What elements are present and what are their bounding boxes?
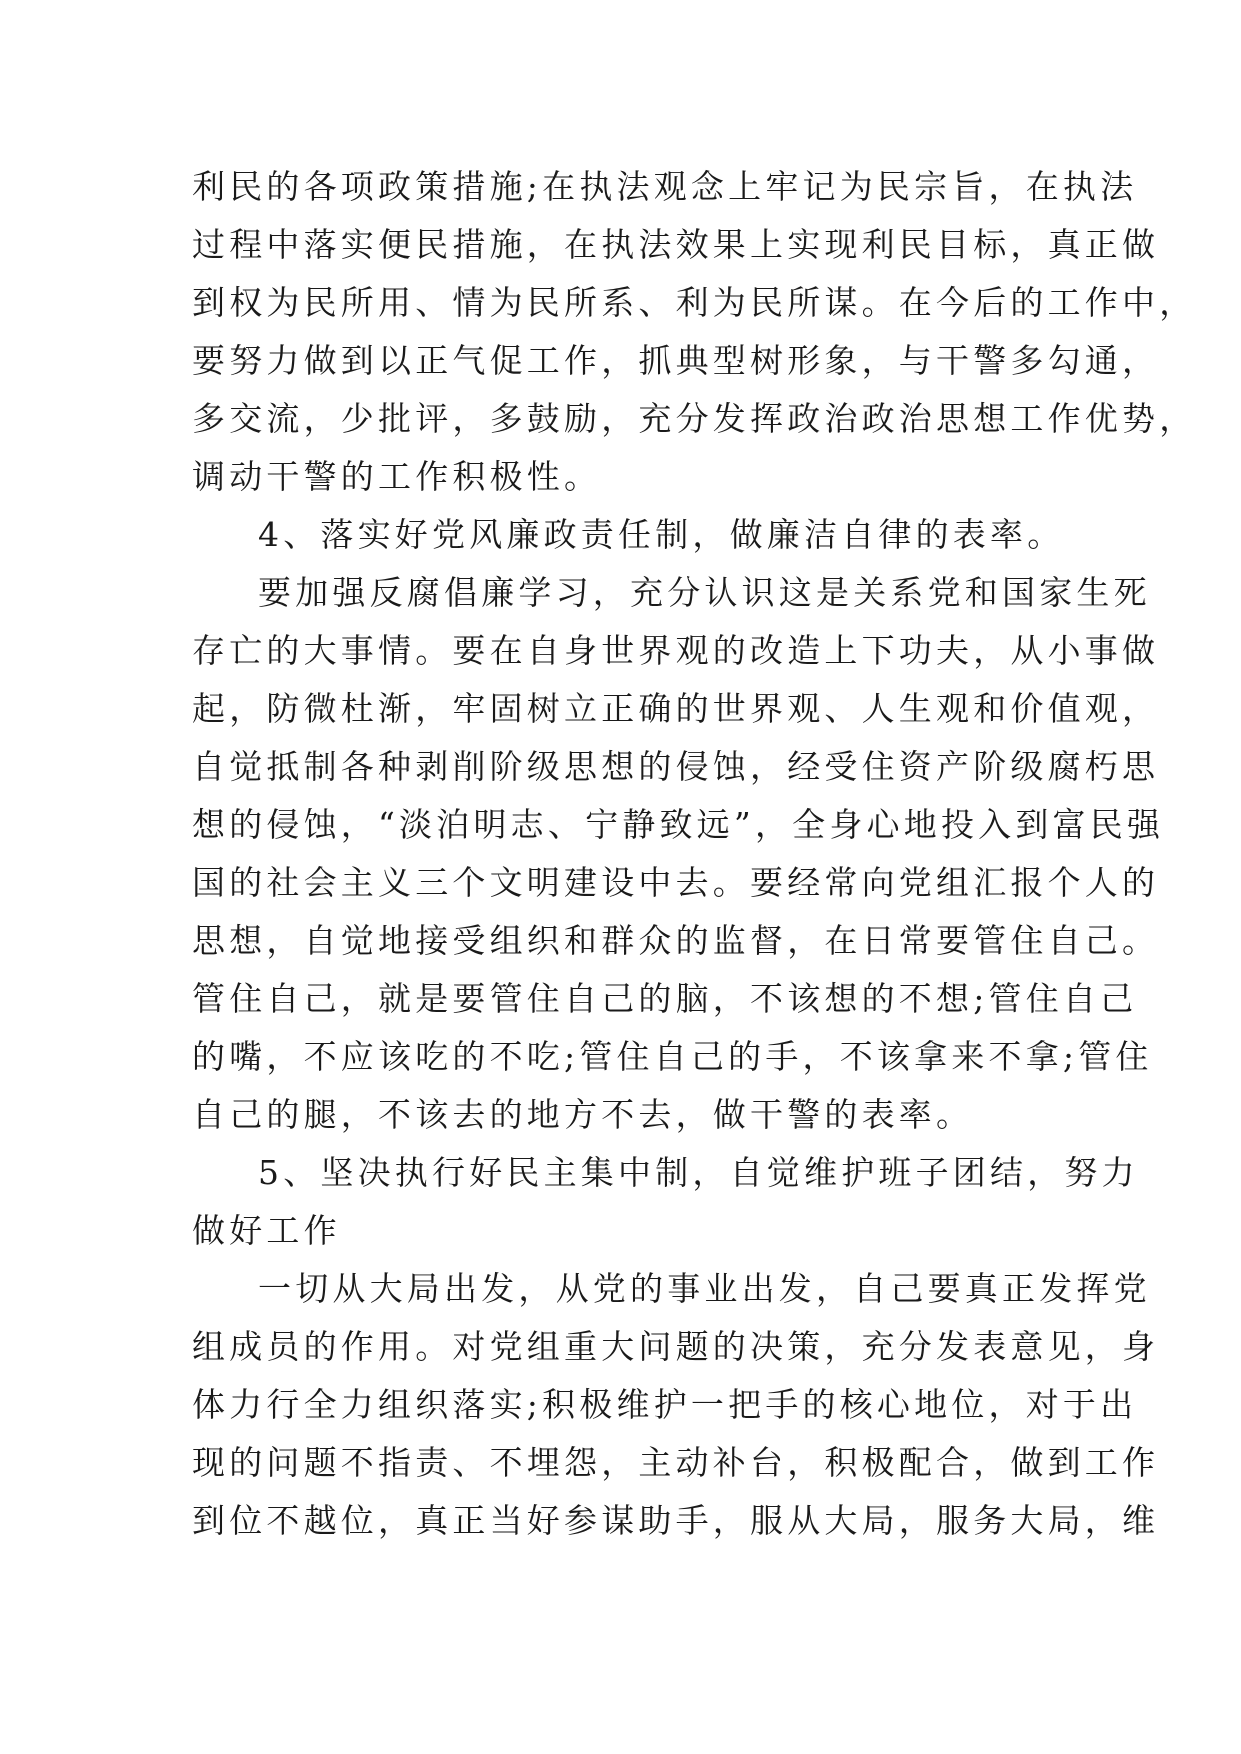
text-line: 现的问题不指责、不埋怨，主动补台，积极配合，做到工作 xyxy=(192,1443,1160,1482)
text-line: 自觉抵制各种剥削阶级思想的侵蚀，经受住资产阶级腐朽思 xyxy=(192,747,1160,786)
text-line: 利民的各项政策措施;在执法观念上牢记为民宗旨，在执法 xyxy=(192,167,1138,206)
section-heading-4: 4、落实好党风廉政责任制，做廉洁自律的表率。 xyxy=(258,515,1065,554)
text-line: 国的社会主义三个文明建设中去。要经常向党组汇报个人的 xyxy=(192,863,1160,902)
text-line: 调动干警的工作积极性。 xyxy=(192,457,602,496)
text-line: 的嘴，不应该吃的不吃;管住自己的手，不该拿来不拿;管住 xyxy=(192,1037,1153,1076)
text-line: 自己的腿，不该去的地方不去，做干警的表率。 xyxy=(192,1095,974,1134)
document-body xyxy=(192,158,1197,1550)
text-line: 到权为民所用、情为民所系、利为民所谋。在今后的工作中， xyxy=(192,283,1197,322)
text-line: 管住自己，就是要管住自己的脑，不该想的不想;管住自己 xyxy=(192,979,1138,1018)
text-line: 体力行全力组织落实;积极维护一把手的核心地位，对于出 xyxy=(192,1385,1138,1424)
section-heading-5: 5、坚决执行好民主集中制，自觉维护班子团结，努力 xyxy=(258,1153,1139,1192)
text-line: 组成员的作用。对党组重大问题的决策，充分发表意见，身 xyxy=(192,1327,1160,1366)
text-line: 多交流，少批评，多鼓励，充分发挥政治政治思想工作优势， xyxy=(192,399,1197,438)
text-line: 到位不越位，真正当好参谋助手，服从大局，服务大局，维 xyxy=(192,1501,1160,1540)
paragraph-start-line: 一切从大局出发，从党的事业出发，自己要真正发挥党 xyxy=(258,1269,1151,1308)
text-line: 存亡的大事情。要在自身世界观的改造上下功夫，从小事做 xyxy=(192,631,1160,670)
text-line: 要努力做到以正气促工作，抓典型树形象，与干警多勾通， xyxy=(192,341,1160,380)
text-line: 想的侵蚀，“淡泊明志、宁静致远”，全身心地投入到富民强 xyxy=(192,805,1165,844)
text-line: 过程中落实便民措施，在执法效果上实现利民目标，真正做 xyxy=(192,225,1160,264)
section-heading-5-continued: 做好工作 xyxy=(192,1211,341,1250)
text-line: 起，防微杜渐，牢固树立正确的世界观、人生观和价值观， xyxy=(192,689,1160,728)
text-line: 思想，自觉地接受组织和群众的监督，在日常要管住自己。 xyxy=(192,921,1160,960)
paragraph-start-line: 要加强反腐倡廉学习，充分认识这是关系党和国家生死 xyxy=(258,573,1151,612)
